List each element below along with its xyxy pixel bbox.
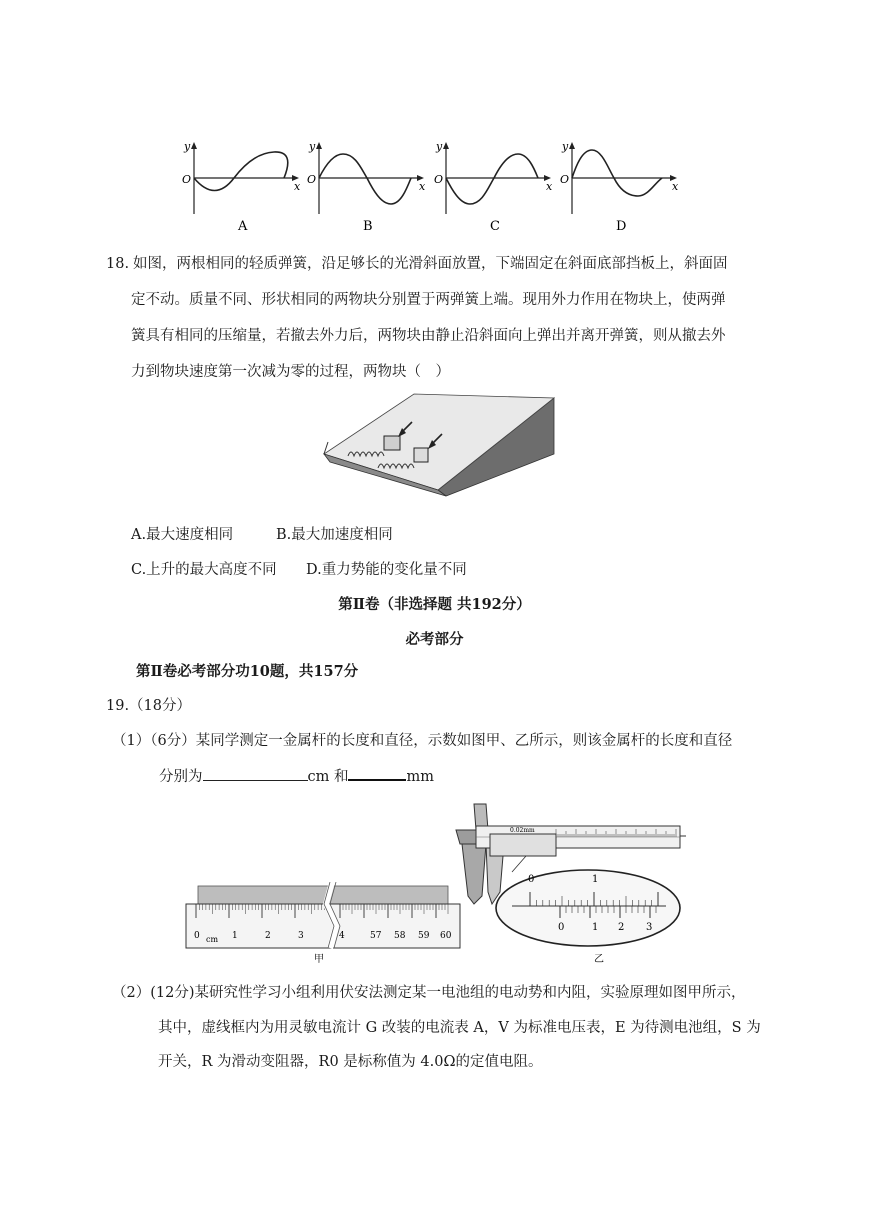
q19-part2-line2: 其中，虚线框内为用灵敏电流计 G 改装的电流表 A，V 为标准电压表，E 为待测电池组，S 为 xyxy=(158,1020,761,1036)
wave-a-x-label: x xyxy=(294,180,301,193)
zoom-vernier-1: 1 xyxy=(592,922,599,933)
ruler-label-3: 3 xyxy=(298,931,304,941)
ruler-figure xyxy=(180,882,464,966)
wave-b-x-label: x xyxy=(419,180,426,193)
wave-c-y-label: y xyxy=(436,140,443,153)
ruler-label-58: 58 xyxy=(394,931,406,941)
q19-part2-line1: （2）(12分)某研究性学习小组利用伏安法测定某一电池组的电动势和内阻，实验原理如图甲所示， xyxy=(112,985,746,1001)
wave-a-origin: O xyxy=(182,173,192,186)
caliper-figure xyxy=(452,800,688,964)
wave-a-label: A xyxy=(238,219,248,234)
section-title: 第Ⅱ卷（非选择题 共192分） xyxy=(338,596,531,613)
caliper-mm-label: 0.02mm xyxy=(510,827,535,834)
zoom-vernier-2: 2 xyxy=(618,922,625,933)
q18-line-2: 定不动。质量不同、形状相同的两物块分别置于两弹簧上端。现用外力作用在物块上，使两弹 xyxy=(131,292,726,308)
q18-line-1: 如图，两根相同的轻质弹簧，沿足够长的光滑斜面放置，下端固定在斜面底部挡板上，斜面固 xyxy=(133,256,728,272)
q19-part1-line2 xyxy=(159,765,434,787)
q18-option-d: D.重力势能的变化量不同 xyxy=(306,562,467,578)
ruler-label-57: 57 xyxy=(370,931,382,941)
zoom-vernier-0: 0 xyxy=(558,922,565,933)
wave-c-origin: O xyxy=(434,173,444,186)
ruler-label-cm: cm xyxy=(206,935,219,944)
q18-line-4: 力到物块速度第一次减为零的过程，两物块（ ） xyxy=(131,364,450,380)
q18-option-c: C.上升的最大高度不同 xyxy=(131,562,277,578)
ruler-label-4: 4 xyxy=(339,931,345,941)
q19-header: 19.（18分） xyxy=(106,698,192,714)
wave-b-y-label: y xyxy=(309,140,316,153)
incline-springs-figure xyxy=(318,384,556,502)
ruler-label-0: 0 xyxy=(194,931,200,941)
wave-b-label: B xyxy=(363,219,373,234)
fig-yi-label: 乙 xyxy=(594,954,604,964)
wave-a-y-label: y xyxy=(184,140,191,153)
unit-cm: cm 和 xyxy=(307,769,349,785)
diameter-answer-blank[interactable] xyxy=(348,765,406,781)
q19-part1-prefix: 分别为 xyxy=(159,769,203,785)
wave-panel-c xyxy=(434,140,553,234)
ruler-label-2: 2 xyxy=(265,931,271,941)
q18-line-3: 簧具有相同的压缩量，若撤去外力后，两物块由静止沿斜面向上弹出并离开弹簧，则从撤去外 xyxy=(131,328,726,344)
q18-option-a: A.最大速度相同 xyxy=(131,527,234,543)
q18-option-b: B.最大加速度相同 xyxy=(276,527,393,543)
ruler-label-60: 60 xyxy=(440,931,452,941)
fig-jia-label: 甲 xyxy=(314,954,324,965)
wave-panel-d xyxy=(560,140,679,234)
zoom-main-1: 1 xyxy=(592,874,599,885)
wave-d-x-label: x xyxy=(672,180,679,193)
zoom-vernier-3: 3 xyxy=(646,922,653,933)
zoom-main-0: 0 xyxy=(528,874,535,885)
wave-d-label: D xyxy=(616,219,627,234)
wave-d-y-label: y xyxy=(562,140,569,153)
q19-part1-line1: （1）（6分）某同学测定一金属杆的长度和直径，示数如图甲、乙所示，则该金属杆的长度和直径 xyxy=(112,733,733,749)
wave-panel-b xyxy=(307,140,426,234)
ruler-label-1: 1 xyxy=(232,931,238,941)
q18-number: 18. xyxy=(106,256,130,272)
section-subtitle: 必考部分 xyxy=(405,631,464,648)
wave-options-figure xyxy=(170,138,690,238)
wave-c-label: C xyxy=(490,219,500,234)
wave-b-origin: O xyxy=(307,173,317,186)
ruler-label-59: 59 xyxy=(418,931,430,941)
unit-mm: mm xyxy=(406,769,434,785)
q19-part2-line3: 开关，R 为滑动变阻器，R0 是标称值为 4.0Ω的定值电阻。 xyxy=(158,1054,543,1070)
wave-panel-a xyxy=(182,140,301,234)
length-answer-blank[interactable] xyxy=(203,766,308,781)
section-note: 第Ⅱ卷必考部分功10题，共157分 xyxy=(136,663,359,680)
wave-c-x-label: x xyxy=(546,180,553,193)
wave-d-origin: O xyxy=(560,173,570,186)
